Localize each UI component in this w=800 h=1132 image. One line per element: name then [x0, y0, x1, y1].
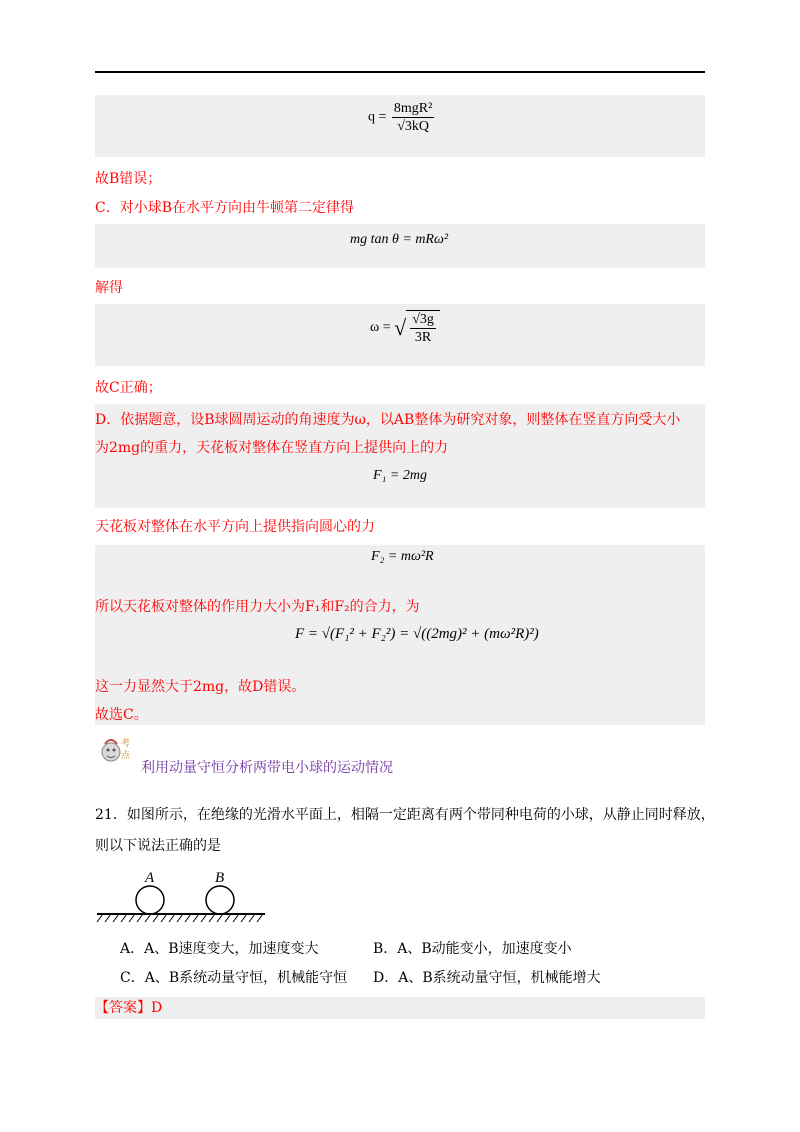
text-choose: 故选C。 — [95, 707, 148, 723]
formula-q-denominator: √3kQ — [397, 119, 430, 134]
text-d-line2: 为2mg的重力，天花板对整体在竖直方向上提供向上的力 — [95, 440, 449, 456]
formula-f2: F₂ = mω²R — [371, 549, 434, 564]
question-line1: 21．如图所示，在绝缘的光滑水平面上，相隔一定距离有两个带同种电荷的小球，从静止同时释放， — [95, 807, 715, 823]
choice-d: D．A、B系统动量守恒，机械能增大 — [373, 970, 601, 986]
formula-q-fraction — [392, 100, 434, 135]
header-rule — [95, 71, 705, 73]
text-conclusion: 这一力显然大于2mg，故D错误。 — [95, 679, 306, 695]
formula-omega-numerator: √3g — [412, 312, 434, 327]
formula-f1: F₁ = 2mg — [373, 468, 427, 483]
text-d-line1: D．依据题意，设B球圆周运动的角速度为ω，以AB整体为研究对象，则整体在竖直方向受大小 — [95, 412, 681, 428]
choice-a: A．A、B速度变大，加速度变大 — [120, 941, 319, 957]
formula-q — [368, 100, 436, 135]
text-resultant-line: 所以天花板对整体的作用力大小为F₁和F₂的合力，为 — [95, 599, 420, 615]
balls-diagram — [95, 865, 270, 925]
text-c-correct: 故C正确； — [95, 380, 162, 396]
ball-a-label: A — [145, 870, 155, 886]
kaodian-text: 利用动量守恒分析两带电小球的运动情况 — [141, 760, 393, 776]
formula-omega-lhs: ω = — [370, 320, 391, 336]
text-jiede: 解得 — [95, 280, 123, 296]
choice-c: C．A、B系统动量守恒，机械能守恒 — [120, 970, 348, 986]
text-c-line: C．对小球B在水平方向由牛顿第二定律得 — [95, 200, 354, 216]
formula-f-total: F = √(F₁² + F₂²) = √((2mg)² + (mω²R)²) — [295, 626, 539, 642]
answer-label: 【答案】D — [95, 1000, 163, 1016]
formula-c-equation: mg tan θ = mRω² — [350, 232, 449, 247]
question-line2: 则以下说法正确的是 — [95, 838, 221, 854]
ball-b-label: B — [215, 870, 225, 886]
formula-q-lhs: q = — [368, 109, 387, 125]
sqrt-symbol: √ — [394, 315, 407, 340]
answer-block — [95, 997, 705, 1019]
formula-q-numerator: 8mgR² — [393, 101, 433, 116]
kaodian-label: 考点 — [121, 739, 131, 761]
choice-b: B．A、B动能变小，加速度变小 — [373, 941, 572, 957]
text-ceiling-line: 天花板对整体在水平方向上提供指向圆心的力 — [95, 519, 375, 535]
formula-omega-radicand — [406, 310, 440, 346]
text-b-wrong: 故B错误； — [95, 171, 162, 187]
formula-omega-denominator: 3R — [414, 330, 432, 345]
formula-omega — [370, 310, 440, 346]
